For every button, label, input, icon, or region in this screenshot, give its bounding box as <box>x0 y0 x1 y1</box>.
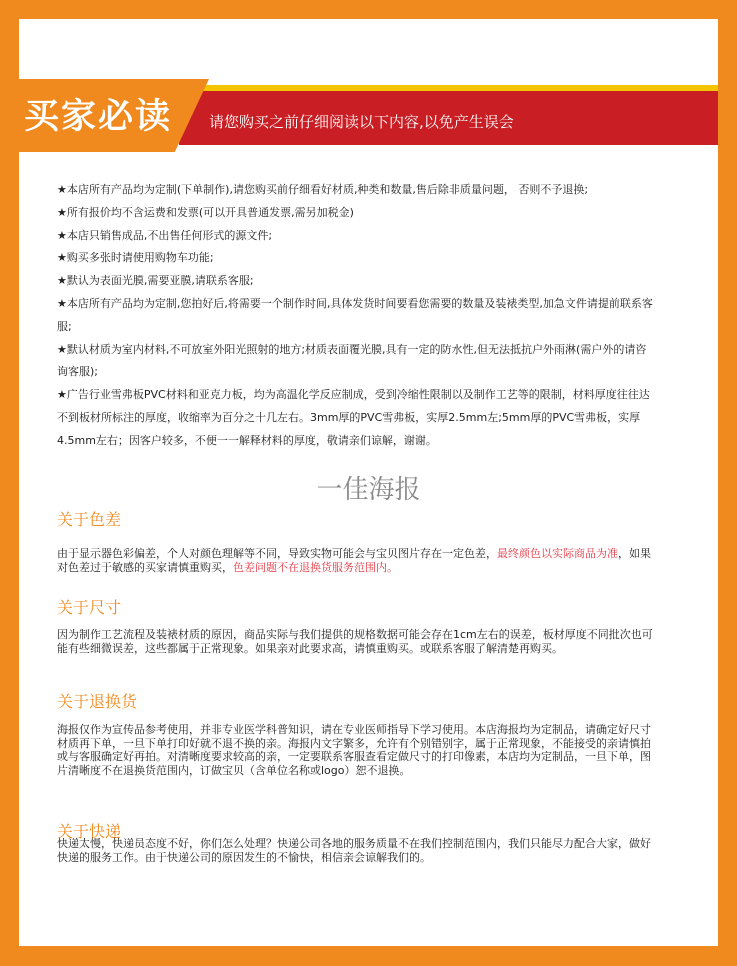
section-title-shipping: 关于快递 <box>57 822 122 841</box>
color-text-2: ，如果对色差过于敏感的买家请慎重购买， <box>57 547 651 574</box>
section-body-returns: 海报仅作为宣传品参考使用，并非专业医学科普知识，请在专业医师指导下学习使用。本店海报均为定制品，请确定好尺寸材质再下单，一旦下单打印好就不退不换的亲。海报内文字繁多，允许有个别错别字，属于正常现象，不能接受的亲请慎拍或与客服确定好再拍。对清晰度要求较高的亲，一定要联系客服查看定做尺寸的打印像素，本店均为定制品，一旦下单，图片清晰度不在退换货范围内，订做宝贝（含单位名称或logo）恕不退换。 <box>57 723 651 777</box>
color-text-1: 由于显示器色彩偏差，个人对颜色理解等不同，导致实物可能会与宝贝图片存在一定色差， <box>57 547 497 560</box>
notice-item: ★本店所有产品均为定制(下单制作),请您购买前仔细看好材质,种类和数量,售后除非质量问题， 否则不予退换; <box>57 183 589 196</box>
notice-list <box>57 179 657 453</box>
notice-item: ★购买多张时请使用购物车功能; <box>57 251 214 265</box>
banner-subtitle: 请您购买之前仔细阅读以下内容,以免产生误会 <box>209 113 514 131</box>
section-body-color <box>57 547 657 574</box>
notice-item: ★本店所有产品均为定制,您拍好后,将需要一个制作时间,具体发货时间要看您需要的数量及装裱类型,加急文件请提前联系客服; <box>57 296 653 333</box>
page-frame <box>19 19 718 946</box>
section-title-color: 关于色差 <box>57 510 122 529</box>
notice-item: ★默认材质为室内材料,不可放室外阳光照射的地方;材质表面覆光膜,具有一定的防水性,但无法抵抗户外雨淋(需户外的请咨询客服); <box>57 342 647 379</box>
notice-item: ★默认为表面光膜,需要亚膜,请联系客服; <box>57 274 254 288</box>
section-body-size: 因为制作工艺流程及装裱材质的原因，商品实际与我们提供的规格数据可能会存在1cm左右的误差，板材厚度不同批次也可能有些细微误差，这些都属于正常现象。如果亲对此要求高，请慎重购买。或联系客服了解清楚再购买。 <box>57 628 653 655</box>
notice-item: ★本店只销售成品,不出售任何形式的源文件; <box>57 228 273 242</box>
color-highlight-1: 最终颜色以实际商品为准 <box>497 547 618 560</box>
brand-name: 一佳海报 <box>316 475 421 505</box>
banner-title: 买家必读 <box>24 96 173 137</box>
notice-item: ★广告行业雪弗板PVC材料和亚克力板，均为高温化学反应制成，受到冷缩性限制以及制作工艺等的限制，材料厚度往往达不到板材所标注的厚度，收缩率为百分之十几左右。3mm厚的PVC雪弗板，实厚2.5mm左;5mm厚的PVC雪弗板，实厚4.5mm左右；因客户较多，不便一一解释材料的厚度，敬请亲们谅解，谢谢。 <box>57 388 650 447</box>
header-banner <box>19 79 718 152</box>
notice-item: ★所有报价均不含运费和发票(可以开具普通发票,需另加税金) <box>57 205 354 219</box>
section-body-shipping: 快递太慢，快递员态度不好，你们怎么处理？快递公司各地的服务质量不在我们控制范围内，我们只能尽力配合大家，做好快递的服务工作。由于快递公司的原因发生的不愉快，相信亲会谅解我们的。 <box>57 837 651 864</box>
section-title-returns: 关于退换货 <box>57 692 138 711</box>
section-title-size: 关于尺寸 <box>57 598 122 617</box>
color-highlight-2: 色差问题不在退换货服务范围内。 <box>233 560 398 574</box>
